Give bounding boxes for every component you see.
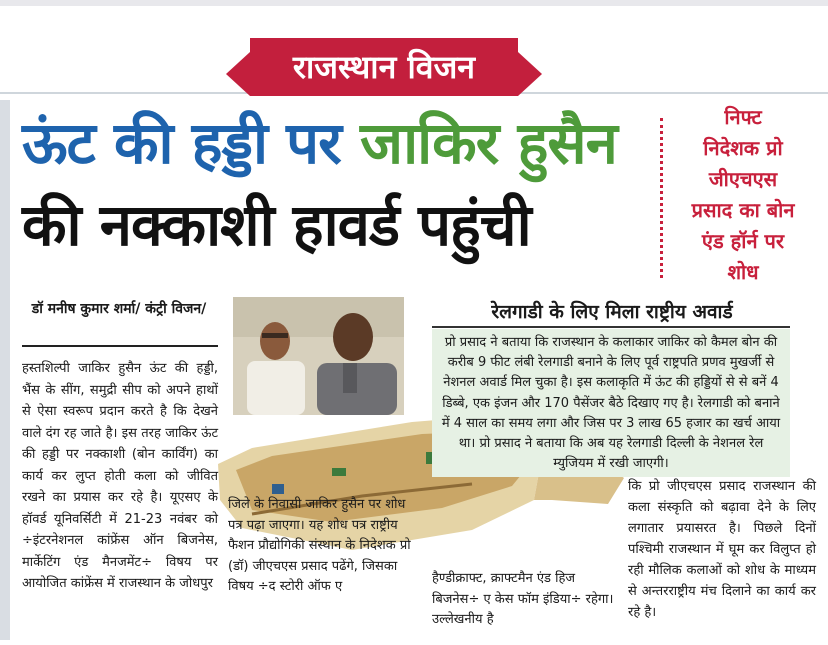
left-column-text: हस्तशिल्पी जाकिर हुसैन ऊंट की हड्डी, भैंस के सींग, समुद्री सीप को अपने हाथों से ऐसा स्वरूप प्रदान करते है कि देखने वाले दंग रह जाते है। इस तरह जाकिर ऊंट की हड्डी पर नक्काशी (बोन कार्विंग) का कार्य कर लुप्त होती कला को जीवित रखने का प्रयास कर रहे है। यूएसए के हॉवर्ड यूनिवर्सिटी में 21-23 नवंबर को ÷इंटरनेशनल कांफ्रेंस ऑन बिजनेस, मार्केटिंग एंड मैनजमेंट÷ विषय पर आयोजित कांफ्रेंस में राजस्थान के जोधपुर [22, 361, 218, 591]
award-heading: रेलगाडी के लिए मिला राष्ट्रीय अवार्ड [491, 301, 733, 323]
headline-line-1 [22, 108, 617, 178]
section-banner: राजस्थान विजन [250, 38, 518, 96]
headline-blue-part: ऊंट की हड्डी पर [22, 109, 341, 177]
award-heading-rule [432, 326, 790, 328]
right-column-text: कि प्रो जीएचएस प्रसाद राजस्थान की कला संस्कृति को बढ़ावा देने के लिए लगातार प्रयासरत है। पिछले दिनों पश्चिमी राजस्थान में घूम कर विलुप्त हो रही मौलिक कलाओं को शोध के माध्यम से अन्तरराष्ट्रीय मंच दिलाने का कार्य कर रहे है। [628, 479, 816, 620]
award-text: प्रो प्रसाद ने बताया कि राजस्थान के कलाकार जाकिर को कैमल बोन की करीब 9 फीट लंबी रेलगाडी बनाने के लिए पूर्व राष्ट्रपति प्रणव मुखर्जी से नेशनल अवार्ड मिल चुका है। इस कलाकृति में ऊंट की हड्डियों से से बनें 4 डिब्बे, एक इंजन और 170 पैसेंजर बैठे दिखाए गए है। रेलगाडी को बनाने में 4 साल का समय लगा और जिस पर 3 लाख 65 हजार का खर्च आया था। प्रो प्रसाद ने बताया कि अब यह रेलगाडी दिल्ली के नेशनल रेल म्युजियम में रखी जाएगी। [441, 335, 781, 472]
byline-rule [22, 345, 218, 347]
headline-green-part: जाकिर हुसैन [360, 109, 617, 177]
sidebar-note-line: शोध [727, 260, 759, 284]
byline: डॉ मनीष कुमार शर्मा/ कंट्री विजन/ [31, 301, 207, 317]
sidebar-note-line: निदेशक प्रो [703, 136, 783, 160]
portrait-photo [233, 297, 404, 415]
top-edge [0, 0, 828, 6]
sidebar-note-line: एंड हॉर्न पर [701, 229, 785, 253]
headline-line-2: की नक्काशी हावर्ड पहुंची [22, 191, 531, 259]
sidebar-note [658, 102, 828, 288]
middle-column-text-1: जिले के निवासी जाकिर हुसैन पर शोध पत्र पढ़ा जाएगा। यह शोध पत्र राष्ट्रीय फैशन प्रौद्योगिकी संस्थान के निदेशक प्रो (डॉ) जीएचएस प्रसाद पढेंगे, जिसका विषय ÷द स्टोरी ऑफ ए [228, 497, 411, 594]
sidebar-note-line: जीएचएस [708, 167, 778, 191]
portrait-photo-illustration [233, 297, 404, 415]
sidebar-note-line: निफ्ट [724, 105, 762, 129]
middle-column-text-2: हैण्डीक्राफ्ट, क्राफ्टमैन एंड हिज बिजनेस÷ ए केस फॉम इंडिया÷ रहेगा। उल्लेखनीय है [432, 571, 614, 627]
sidebar-note-line: प्रसाद का बोन [691, 198, 795, 222]
left-margin-strip [0, 100, 10, 640]
